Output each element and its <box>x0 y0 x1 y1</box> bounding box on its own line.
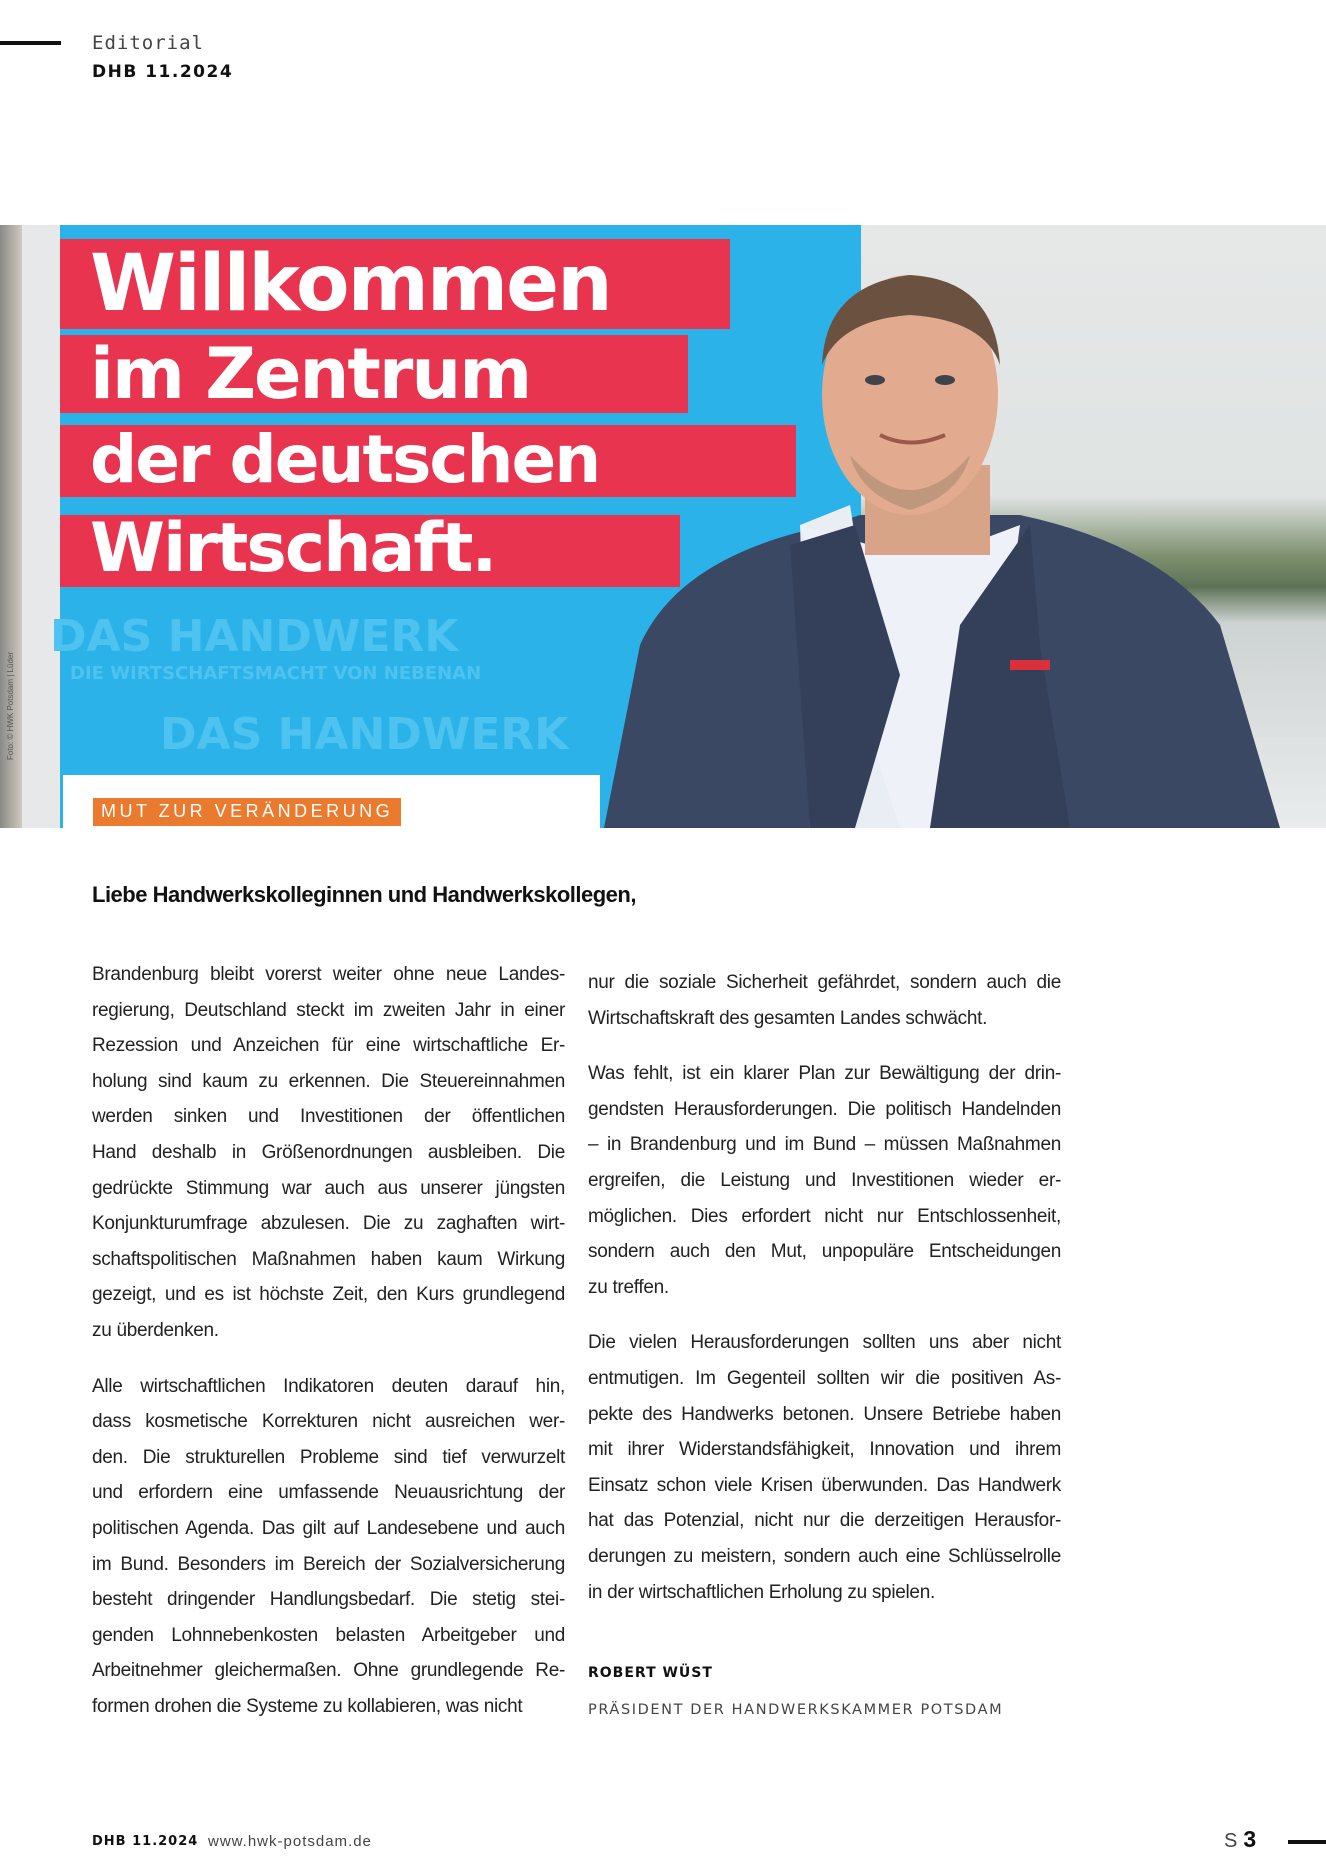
text-line: zu überdenken. <box>92 1319 219 1341</box>
text-line: Die vielen Herausforderungen sollten uns aber nicht <box>588 1332 1061 1354</box>
text-line: pekte des Handwerks betonen. Unsere Betriebe haben <box>588 1403 1061 1425</box>
article-greeting: Liebe Handwerkskolleginnen und Handwerkskollegen, <box>92 882 636 907</box>
text-line: möglichen. Dies erfordert nicht nur Entschlossenheit, <box>588 1205 1061 1227</box>
sign-ghost-subtext: DIE WIRTSCHAFTSMACHT VON NEBENAN <box>70 663 482 684</box>
sign-post <box>22 225 60 828</box>
article-paragraph <box>588 1056 1061 1305</box>
text-line: – in Brandenburg und im Bund – müssen Maßnahmen <box>588 1134 1061 1156</box>
text-line: gezeigt, und es ist höchste Zeit, den Kurs grundlegend <box>92 1284 565 1306</box>
text-line: entmutigen. Im Gegenteil sollten wir die positiven As- <box>588 1367 1061 1389</box>
text-line: schaftspolitischen Maßnahmen haben kaum Wirkung <box>92 1248 565 1270</box>
article-paragraph <box>588 1325 1061 1610</box>
text-line: derungen zu meistern, sondern auch eine Schlüsselrolle <box>588 1545 1061 1567</box>
text-line: Rezession und Anzeichen für eine wirtschaftliche Er- <box>92 1035 565 1057</box>
text-line: in der wirtschaftlichen Erholung zu spielen. <box>588 1581 935 1603</box>
text-line: politischen Agenda. Das gilt auf Landesebene und auch <box>92 1517 565 1539</box>
text-line: nur die soziale Sicherheit gefährdet, sondern auch die <box>588 972 1061 993</box>
text-line: den. Die strukturellen Probleme sind tief verwurzelt <box>92 1446 565 1468</box>
text-line: werden sinken und Investitionen der öffentlichen <box>92 1106 565 1128</box>
banner-line-4: Wirtschaft. <box>60 515 680 587</box>
portrait-person <box>600 225 1290 828</box>
page-number-value: 3 <box>1243 1826 1257 1852</box>
text-line: Alle wirtschaftlichen Indikatoren deuten darauf hin, <box>92 1375 565 1397</box>
text-line: Was fehlt, ist ein klarer Plan zur Bewältigung der drin- <box>588 1063 1061 1085</box>
text-line: holung sind kaum zu erkennen. Die Steuereinnahmen <box>92 1070 565 1092</box>
topic-tag: MUT ZUR VERÄNDERUNG <box>93 798 401 826</box>
sign-ghost-text: DAS HANDWERK <box>50 611 459 662</box>
text-line: besteht dringender Handlungsbedarf. Die stetig stei- <box>92 1589 565 1611</box>
text-line: mit ihrer Widerstandsfähigkeit, Innovation und ihrem <box>588 1439 1061 1461</box>
page-prefix: S <box>1224 1830 1238 1852</box>
text-line: dass kosmetische Korrekturen nicht ausreichen wer- <box>92 1411 565 1433</box>
photo-credit: Foto: © HWK Potsdam | Lüder <box>6 651 15 760</box>
author-title: PRÄSIDENT DER HANDWERKSKAMMER POTSDAM <box>588 1702 1004 1718</box>
text-line: im Bund. Besonders im Bereich der Sozialversicherung <box>92 1553 565 1575</box>
article-left-column <box>92 957 565 1744</box>
text-line: Wirtschaftskraft des gesamten Landes schwächt. <box>588 1007 988 1029</box>
footer-issue: DHB 11.2024 <box>92 1834 199 1849</box>
section-label: Editorial <box>92 32 204 54</box>
footer-rule <box>1288 1840 1326 1844</box>
article-right-column <box>588 965 1061 1630</box>
banner-line-2: im Zentrum <box>60 335 688 413</box>
page-number <box>1224 1826 1256 1853</box>
text-line: Einsatz schon viele Krisen überwunden. Das Handwerk <box>588 1474 1061 1496</box>
text-line: sondern auch den Mut, unpopuläre Entscheidungen <box>588 1241 1061 1263</box>
text-line: Brandenburg bleibt vorerst weiter ohne neue Landes- <box>92 964 565 985</box>
text-line: Hand deshalb in Größenordnungen ausbleiben. Die <box>92 1141 565 1163</box>
header-rule <box>0 41 61 45</box>
text-line: und erfordern eine umfassende Neuausrichtung der <box>92 1482 565 1504</box>
sign-ghost-text-2: DAS HANDWERK <box>160 709 569 760</box>
text-line: formen drohen die Systeme zu kollabieren, was nicht <box>92 1695 523 1717</box>
text-line: genden Lohnnebenkosten belasten Arbeitgeber und <box>92 1624 565 1646</box>
banner-line-3: der deutschen <box>60 425 796 497</box>
text-line: zu treffen. <box>588 1276 669 1298</box>
text-line: gendsten Herausforderungen. Die politisch Handelnden <box>588 1098 1061 1120</box>
text-line: regierung, Deutschland steckt im zweiten Jahr in einer <box>92 999 565 1021</box>
text-line: ergreifen, die Leistung und Investitionen wieder er- <box>588 1169 1061 1191</box>
article-paragraph <box>588 965 1061 1036</box>
text-line: gedrückte Stimmung war auch aus unserer jüngsten <box>92 1177 565 1199</box>
issue-label: DHB 11.2024 <box>92 62 234 82</box>
hero-photo <box>0 225 1326 828</box>
author-name: ROBERT WÜST <box>588 1665 713 1681</box>
article-paragraph <box>92 1369 565 1725</box>
text-line: Konjunkturumfrage abzulesen. Die zu zaghaften wirt- <box>92 1213 565 1235</box>
text-line: hat das Potenzial, nicht nur die derzeitigen Herausfor- <box>588 1510 1061 1532</box>
banner-line-1: Willkommen <box>60 239 730 329</box>
footer-website-link[interactable]: www.hwk-potsdam.de <box>208 1833 372 1850</box>
text-line: Arbeitnehmer gleichermaßen. Ohne grundlegende Re- <box>92 1660 565 1682</box>
article-paragraph <box>92 957 565 1349</box>
